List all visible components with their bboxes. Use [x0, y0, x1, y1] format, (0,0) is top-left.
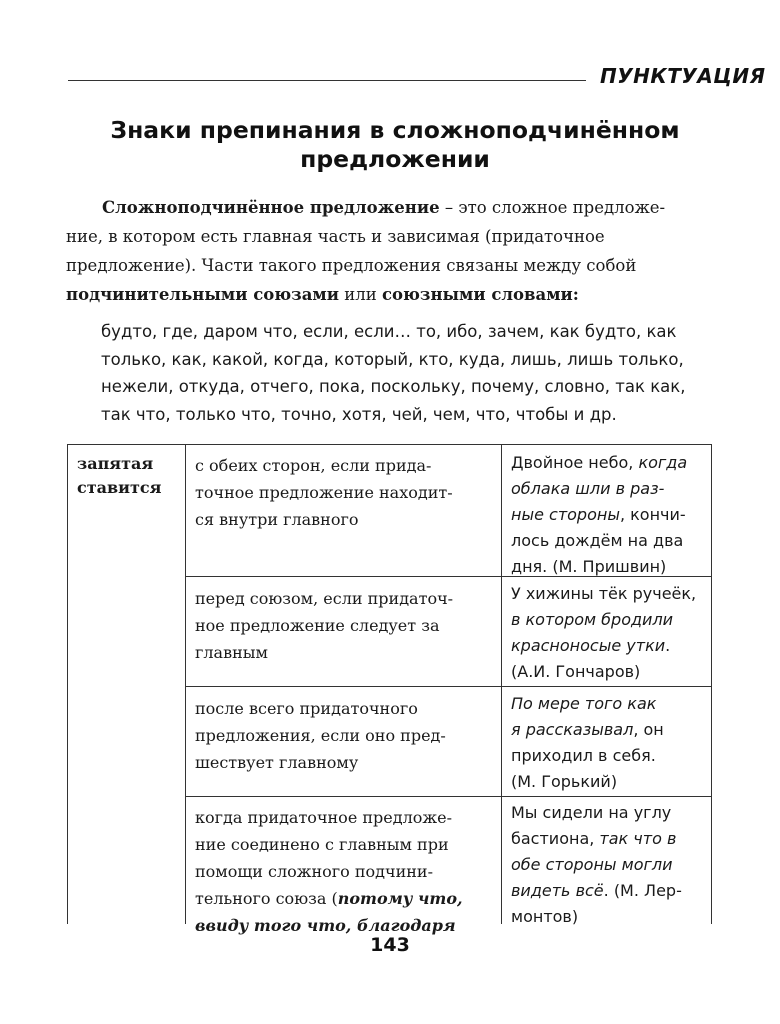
example-clause: ные стороны [511, 505, 620, 524]
table-label-cell [77, 452, 177, 500]
rule-conjunction: ввиду того что, благодаря [195, 916, 456, 935]
example-clause: когда [638, 453, 688, 472]
example-text: . (М. Лер- [603, 881, 682, 900]
intro-text: : [572, 285, 579, 304]
example-text: (М. Горький) [511, 772, 618, 791]
page-title-line2: предложении [300, 145, 490, 173]
rule-line: с обеих сторон, если прида- [195, 456, 432, 475]
table-label: запятая [77, 454, 154, 473]
example-text: , кончи- [619, 505, 686, 524]
rule-line: ние соединено с главным при [195, 835, 449, 854]
page-title-line1: Знаки препинания в сложноподчинённом [110, 116, 680, 144]
table-row-example [511, 581, 707, 685]
example-clause: красноносые утки [511, 636, 666, 655]
example-text: монтов) [511, 907, 579, 926]
table-label: ставится [77, 478, 162, 497]
example-text: У хижины тёк ручеёк, [511, 584, 697, 603]
rule-line: точное предложение находит- [195, 483, 453, 502]
table-border [67, 444, 712, 445]
example-text: бастиона, [511, 829, 600, 848]
intro-paragraph [66, 193, 712, 309]
example-text: приходил в себя. [511, 746, 656, 765]
intro-term: союзными словами [381, 285, 573, 304]
example-clause: видеть всё [511, 881, 604, 900]
conjunction-line: нежели, откуда, отчего, пока, поскольку, почему, словно, так как, [101, 377, 686, 396]
table-border [185, 444, 186, 924]
table-row-rule [195, 804, 495, 939]
example-text: лось дождём на два [511, 531, 684, 550]
rule-line: перед союзом, если придаточ- [195, 589, 454, 608]
table-border [501, 444, 502, 924]
rule-line: после всего придаточного [195, 699, 418, 718]
rule-line: предложения, если оно пред- [195, 726, 446, 745]
section-title: ПУНКТУАЦИЯ [600, 64, 766, 88]
intro-text: предложение). Части такого предложения связаны между собой [66, 256, 637, 275]
conjunction-line: только, как, какой, когда, который, кто, куда, лишь, лишь только, [101, 349, 684, 369]
table-row-example [511, 800, 707, 930]
rule-line: главным [195, 643, 268, 662]
intro-term: подчинительными союзами [66, 285, 339, 304]
punctuation-rule-table [67, 444, 712, 935]
example-clause: в котором бродили [511, 610, 674, 629]
conjunction-line: так что, только что, точно, хотя, чей, чем, что, чтобы и др. [101, 404, 617, 424]
example-text: . [665, 636, 671, 655]
table-border [67, 444, 68, 924]
rule-line: шествует главному [195, 753, 359, 772]
table-border [185, 796, 712, 797]
intro-text: ние, в котором есть главная часть и зависимая (придаточное [66, 227, 605, 246]
table-border [711, 444, 712, 924]
example-text: , он [633, 720, 664, 739]
page-title [60, 116, 730, 174]
example-clause: облака шли в раз- [511, 479, 665, 498]
intro-text: или [338, 285, 382, 304]
page-number: 143 [370, 934, 410, 956]
table-row-rule [195, 585, 495, 666]
conjunction-list [101, 318, 721, 428]
example-text: Двойное небо, [511, 453, 639, 472]
rule-line: ное предложение следует за [195, 616, 440, 635]
table-row-example [511, 691, 707, 795]
intro-term: Сложноподчинённое предложение [102, 198, 440, 217]
rule-line: когда придаточное предложе- [195, 808, 452, 827]
example-text: (А.И. Гончаров) [511, 662, 641, 681]
rule-conjunction: потому что, [337, 889, 463, 908]
rule-line: тельного союза ( [195, 889, 338, 908]
example-text: дня. (М. Пришвин) [511, 557, 667, 576]
example-clause: По мере того как [511, 694, 657, 713]
table-row-rule [195, 695, 495, 776]
example-clause: обе стороны могли [511, 855, 673, 874]
header-rule [68, 80, 586, 81]
intro-text: – это сложное предложе- [439, 198, 666, 217]
example-text: Мы сидели на углу [511, 803, 672, 822]
table-row-example [511, 450, 707, 580]
table-row-rule [195, 452, 495, 533]
rule-line: ся внутри главного [195, 510, 359, 529]
example-clause: так что в [599, 829, 677, 848]
rule-line: помощи сложного подчини- [195, 862, 433, 881]
example-clause: я рассказывал [511, 720, 634, 739]
table-border [185, 686, 712, 687]
conjunction-line: будто, где, даром что, если, если… то, ибо, зачем, как будто, как [101, 322, 677, 341]
